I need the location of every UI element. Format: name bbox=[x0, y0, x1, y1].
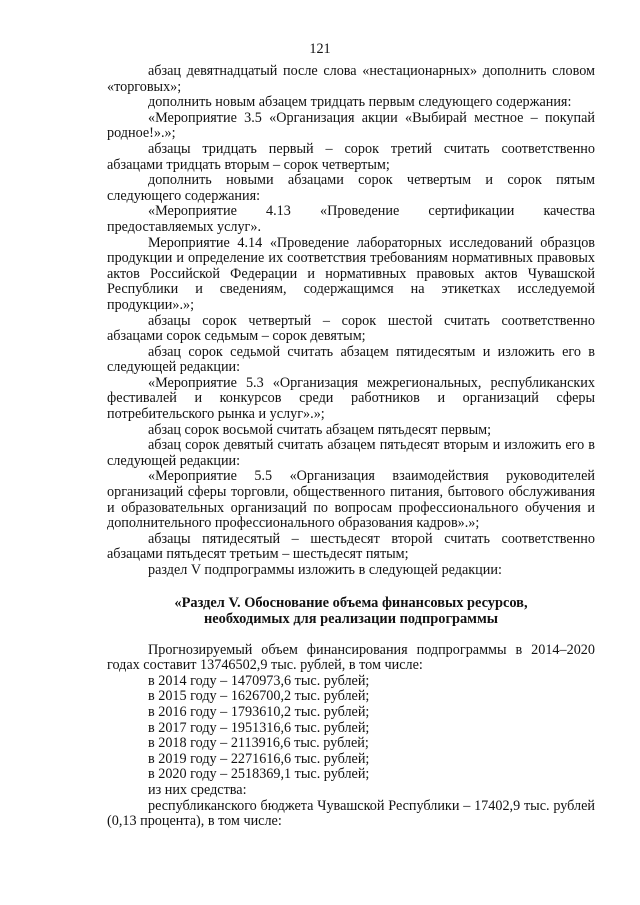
paragraph: абзац сорок девятый считать абзацем пятьдесят вторым и изложить его в следующей редакции: bbox=[107, 437, 595, 469]
paragraph: дополнить новыми абзацами сорок четвертым и сорок пятым следующего содержания: bbox=[107, 172, 595, 204]
page-number: 121 bbox=[309, 41, 331, 57]
sources-label: из них средства: bbox=[148, 781, 247, 798]
republic-budget: республиканского бюджета Чувашской Республики – 17402,9 тыс. рублей (0,13 процента), в том числе: bbox=[107, 797, 595, 830]
year-line: в 2014 году – 1470973,6 тыс. рублей; bbox=[148, 672, 370, 689]
section-heading-line-1: «Раздел V. Обоснование объема финансовых ресурсов, bbox=[174, 594, 528, 611]
section-heading-line-2: необходимых для реализации подпрограммы bbox=[203, 610, 499, 627]
year-line: в 2016 году – 1793610,2 тыс. рублей; bbox=[148, 703, 370, 720]
paragraph: раздел V подпрограммы изложить в следующей редакции: bbox=[148, 562, 502, 578]
year-line: в 2017 году – 1951316,6 тыс. рублей; bbox=[148, 719, 370, 736]
year-line: в 2019 году – 2271616,6 тыс. рублей; bbox=[148, 750, 370, 767]
paragraph: абзац девятнадцатый после слова «нестационарных» дополнить словом «торговых»; bbox=[107, 63, 595, 95]
paragraph: абзацы тридцать первый – сорок третий считать соответственно абзацами тридцать вторым – сорок четвертым; bbox=[107, 140, 595, 173]
paragraph: абзацы сорок четвертый – сорок шестой считать соответственно абзацами сорок седьмым – сорок девятым; bbox=[107, 312, 595, 345]
financing-intro: Прогнозируемый объем финансирования подпрограммы в 2014–2020 годах составит 13746502,9 тыс. рублей, в том числе: bbox=[107, 641, 595, 674]
paragraph: «Мероприятие 5.5 «Организация взаимодействия руководителей организаций сферы торговли, общественного питания, бытового обслуживания и образовательных организаций по вопросам профессионального обучения и дополнительного профессионального образования кадров».»; bbox=[107, 468, 595, 532]
paragraph: Мероприятие 4.14 «Проведение лабораторных исследований образцов продукции и определение их соответствия требованиям нормативных правовых актов Российской Федерации и нормативных правовых актов Чувашской Республики и сведениям, содержащимся на этикетках исследуемой продукции».»; bbox=[107, 234, 595, 313]
document-body bbox=[107, 64, 595, 830]
paragraph: дополнить новым абзацем тридцать первым следующего содержания: bbox=[148, 94, 572, 111]
year-line: в 2015 году – 1626700,2 тыс. рублей; bbox=[148, 688, 370, 705]
year-line: в 2020 году – 2518369,1 тыс. рублей; bbox=[148, 766, 370, 783]
paragraph: «Мероприятие 3.5 «Организация акции «Выбирай местное – покупай родное!».»; bbox=[107, 109, 595, 142]
paragraph: абзац сорок седьмой считать абзацем пятидесятым и изложить его в следующей редакции: bbox=[107, 343, 595, 376]
year-line: в 2018 году – 2113916,6 тыс. рублей; bbox=[148, 735, 369, 752]
paragraph: абзац сорок восьмой считать абзацем пятьдесят первым; bbox=[148, 421, 492, 438]
paragraph: «Мероприятие 5.3 «Организация межрегиональных, республиканских фестивалей и конкурсов среди работников и организаций сферы потребительского рынка и услуг».»; bbox=[107, 374, 595, 423]
paragraph: «Мероприятие 4.13 «Проведение сертификации качества предоставляемых услуг». bbox=[107, 203, 595, 235]
paragraph: абзацы пятидесятый – шестьдесят второй считать соответственно абзацами пятьдесят третьим – шестьдесят пятым; bbox=[107, 530, 595, 563]
